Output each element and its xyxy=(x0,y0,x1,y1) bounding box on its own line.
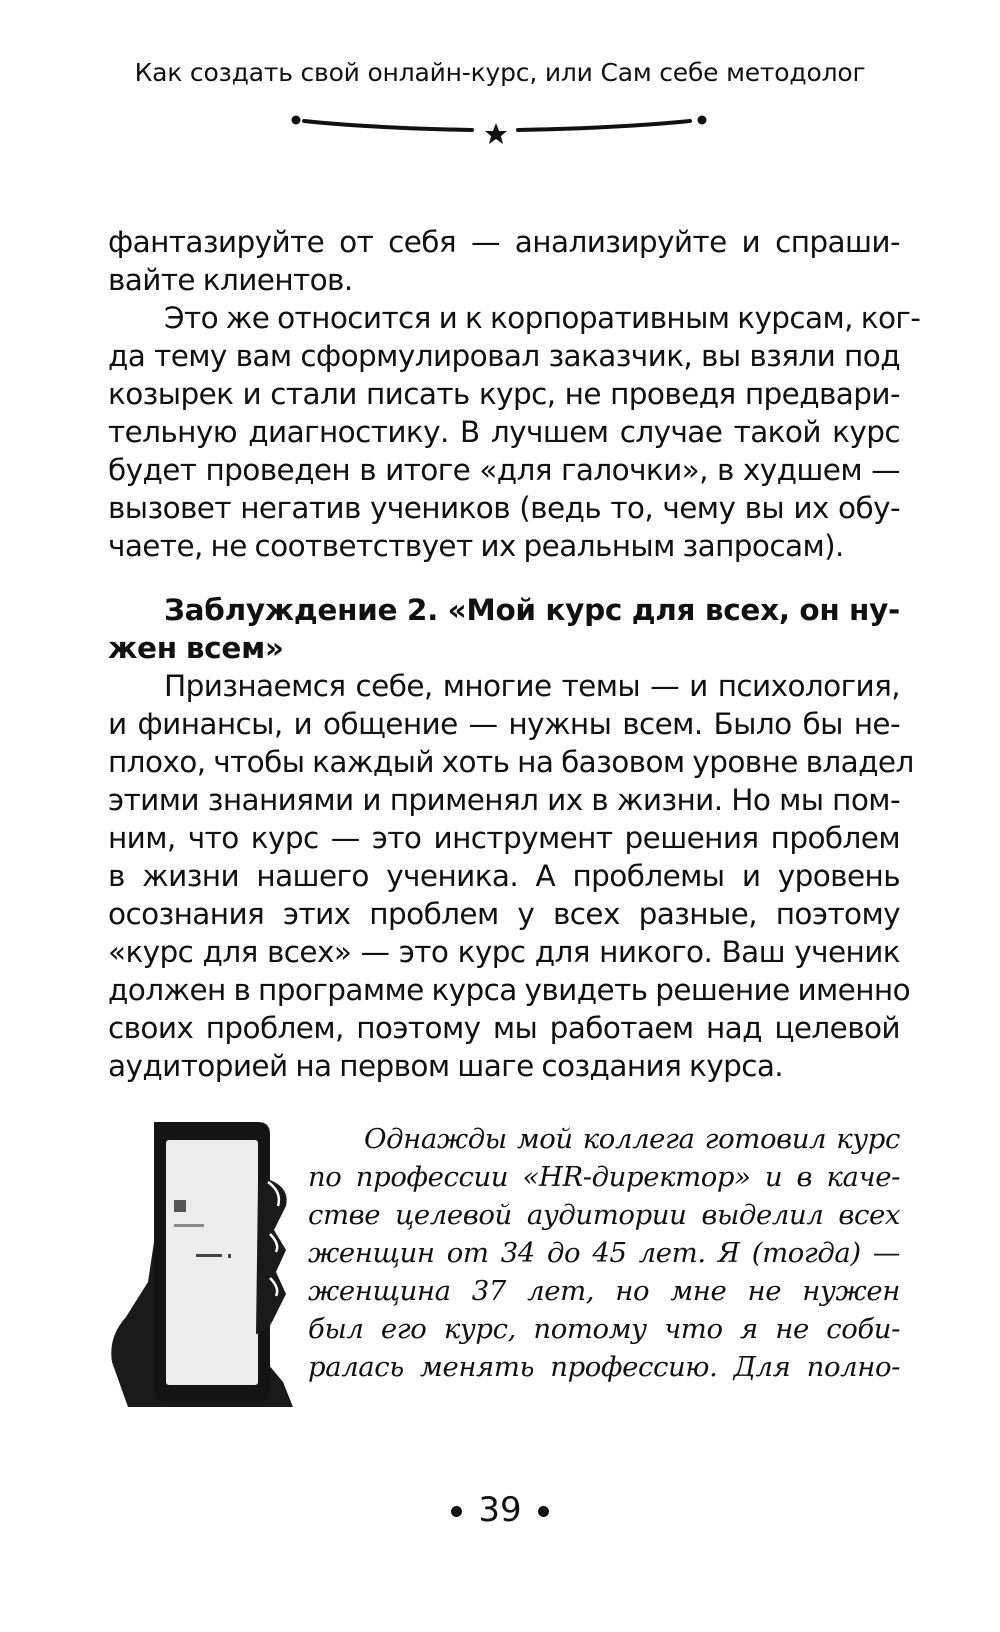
text-line: да тему вам сформулировал заказчик, вы взяли под xyxy=(108,339,900,373)
text-line: должен в программе курса увидеть решение именно xyxy=(108,973,911,1007)
running-header: Как создать свой онлайн-курс, или Сам себе методолог xyxy=(134,58,866,87)
heading-line: жен всем» xyxy=(108,631,284,665)
bullet-icon xyxy=(538,1506,549,1517)
paragraph-corporate xyxy=(108,299,921,565)
screen-line xyxy=(174,1224,204,1227)
star-icon xyxy=(485,123,507,144)
page-number-footer xyxy=(0,1490,1000,1530)
example-line: был его курс, потому что я не соби- xyxy=(308,1313,900,1345)
example-line: женщин от 34 до 45 лет. Я (тогда) — xyxy=(308,1237,900,1269)
text-line: своих проблем, поэтому мы работаем над целевой xyxy=(108,1011,900,1045)
text-line: осознания этих проблем у всех разные, поэтому xyxy=(108,897,900,931)
text-line: и финансы, и общение — нужны всем. Было бы не- xyxy=(108,707,900,741)
screen-line xyxy=(228,1254,231,1258)
text-line: будет проведен в итоге «для галочки», в худшем — xyxy=(108,453,900,487)
example-line: по профессии «HR-директор» и в каче- xyxy=(308,1161,900,1193)
ornament-dot-left xyxy=(292,116,301,125)
phone-screen xyxy=(166,1140,258,1385)
paragraph-continued xyxy=(108,223,900,299)
text-line: тельную диагностику. В лучшем случае такой курс xyxy=(108,415,900,449)
example-line: ралась менять профессию. Для полно- xyxy=(308,1351,900,1383)
text-line: вайте клиентов. xyxy=(108,263,353,297)
example-box xyxy=(308,1120,900,1386)
text-line: ним, что курс — это инструмент решения проблем xyxy=(108,821,900,855)
text-line: Признаемся себе, многие темы — и психология, xyxy=(164,669,900,703)
text-line: фантазируйте от себя — анализируйте и спраши- xyxy=(108,225,900,259)
hand-with-phone-illustration xyxy=(108,1122,293,1407)
text-line: этими знаниями и применял их в жизни. Но мы пом- xyxy=(108,783,900,817)
section-heading xyxy=(108,591,900,667)
screen-line xyxy=(196,1254,222,1257)
ornament-dot-right xyxy=(698,116,707,125)
text-line: козырек и стали писать курс, не проведя предвари- xyxy=(108,377,900,411)
text-line: «курс для всех» — это курс для никого. Ваш ученик xyxy=(108,935,900,969)
bullet-icon xyxy=(451,1506,462,1517)
ornament-divider xyxy=(290,112,710,152)
text-line: чаете, не соответствует их реальным запросам). xyxy=(108,529,844,563)
example-line: стве целевой аудитории выделил всех xyxy=(308,1199,900,1231)
ornament-swash-left xyxy=(304,121,472,130)
heading-line: Заблуждение 2. «Мой курс для всех, он ну- xyxy=(164,593,900,627)
text-line: в жизни нашего ученика. А проблемы и уровень xyxy=(108,859,900,893)
example-line: Однажды мой коллега готовил курс xyxy=(364,1123,900,1155)
example-line: женщина 37 лет, но мне не нужен xyxy=(308,1275,900,1307)
text-line: плохо, чтобы каждый хоть на базовом уровне владел xyxy=(108,745,914,779)
ornament-swash-right xyxy=(518,121,690,130)
text-line: Это же относится и к корпоративным курсам, ког- xyxy=(164,301,921,335)
finger-shape xyxy=(256,1180,287,1334)
screen-icon xyxy=(174,1200,186,1212)
page-number: 39 xyxy=(478,1490,522,1530)
text-line: аудиторией на первом шаге создания курса. xyxy=(108,1049,784,1083)
paragraph-misconception xyxy=(108,667,914,1085)
text-line: вызовет негатив учеников (ведь то, чему вы их обу- xyxy=(108,491,900,525)
